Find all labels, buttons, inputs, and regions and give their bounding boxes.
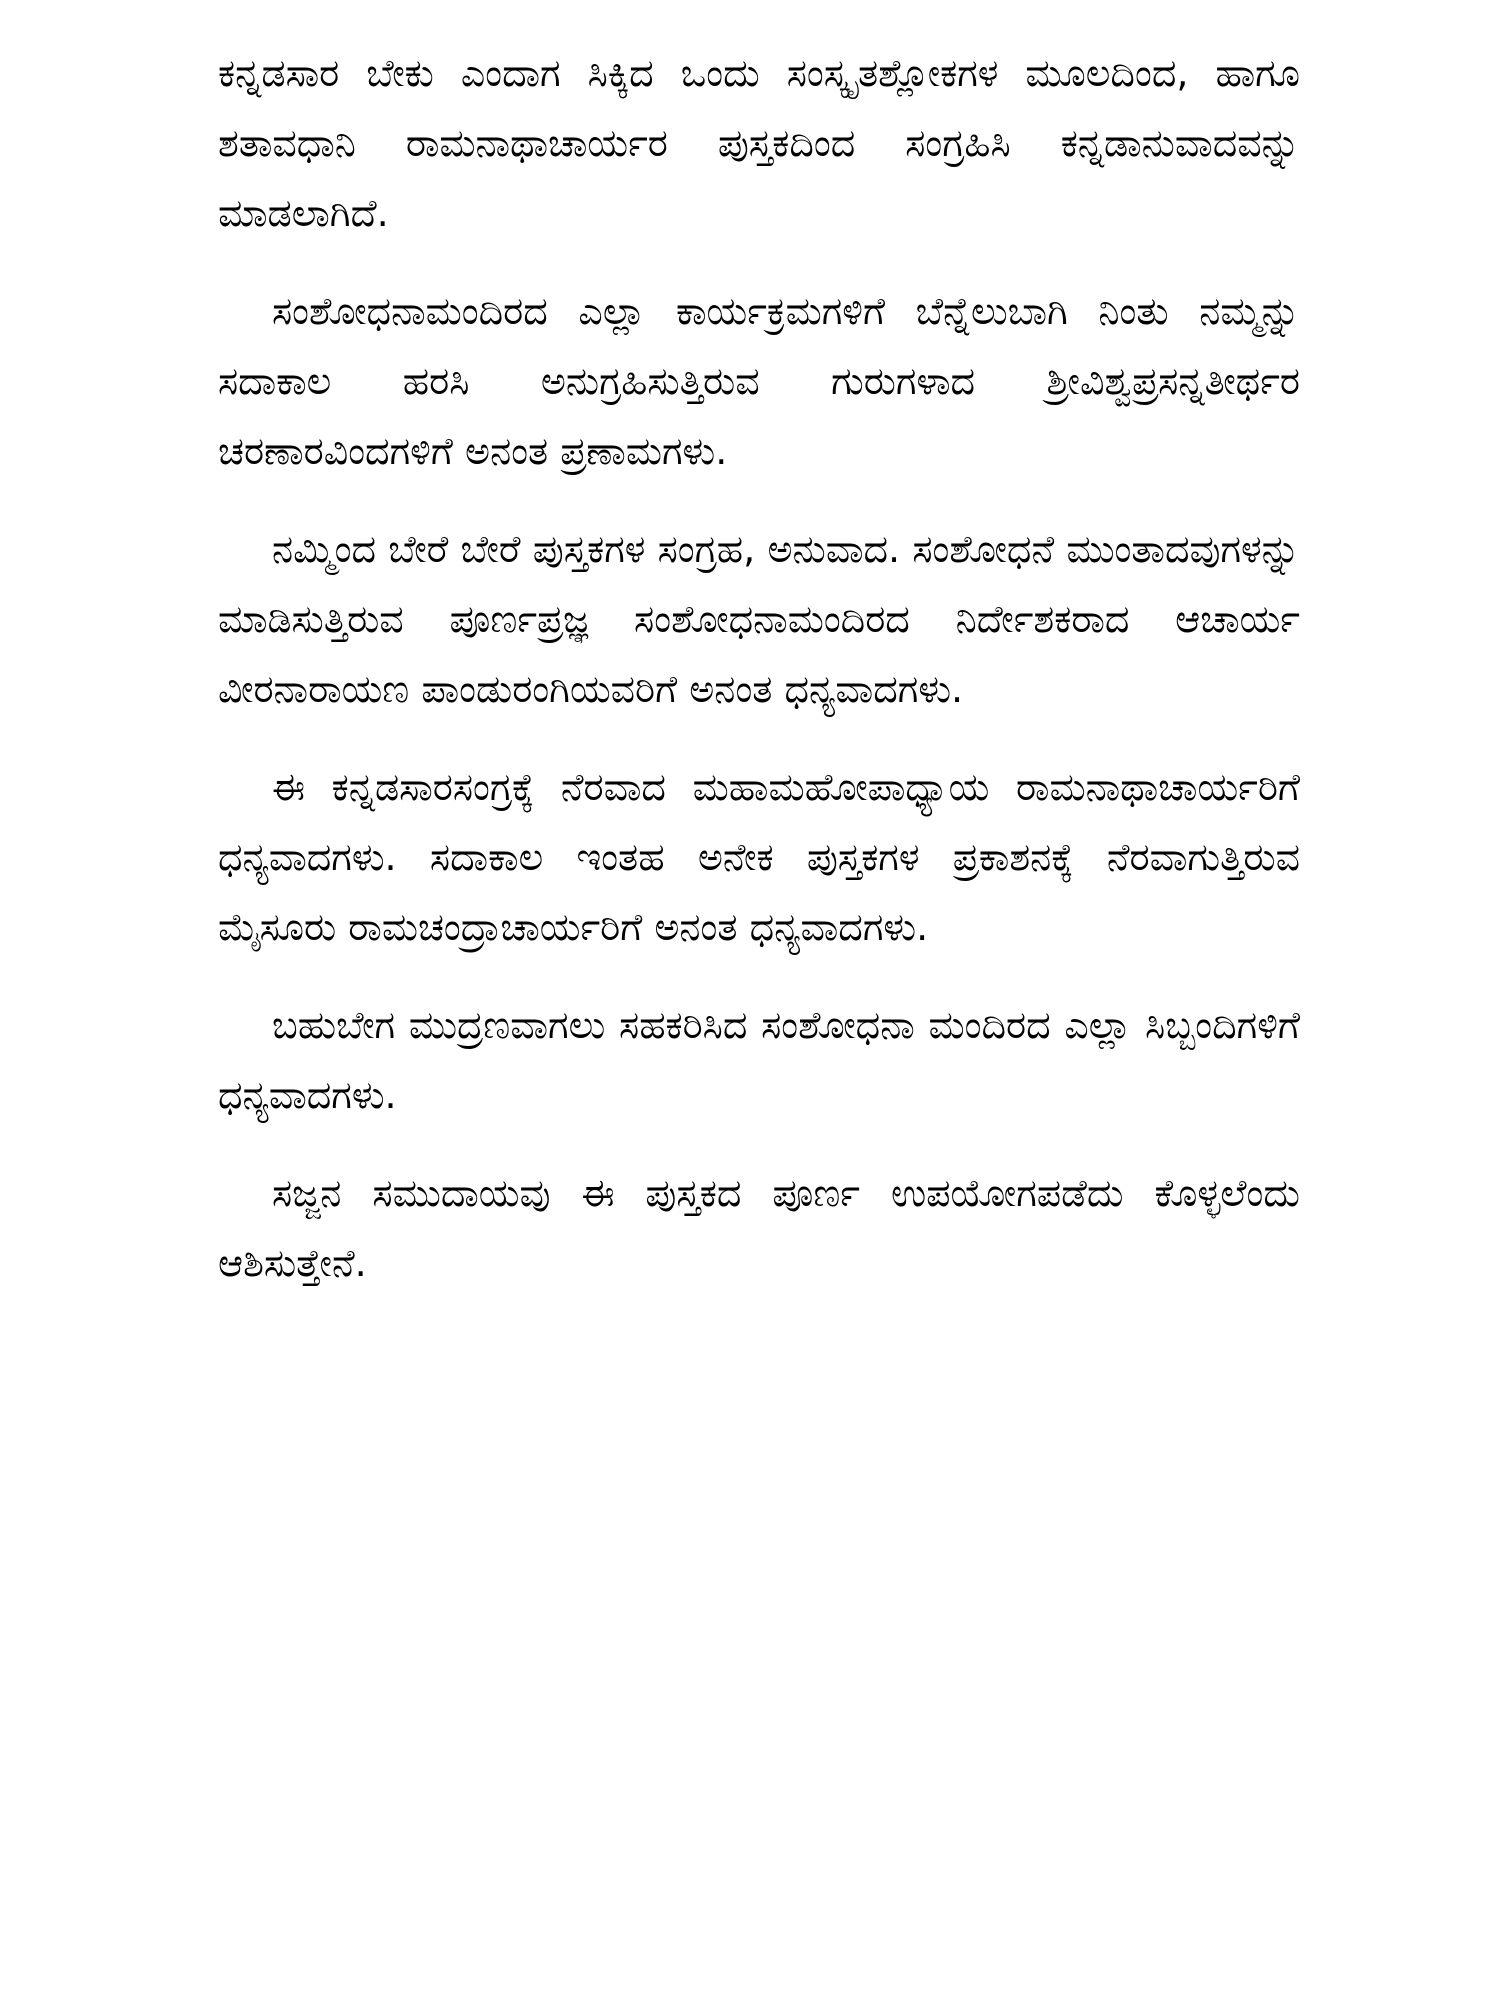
paragraph-director-thanks: ನಮ್ಮಿಂದ ಬೇರೆ ಬೇರೆ ಪುಸ್ತಕಗಳ ಸಂಗ್ರಹ, ಅನುವಾದ. ಸಂಶೋಧನೆ ಮುಂತಾದವುಗಳನ್ನು ಮಾಡಿಸುತ್ತಿರುವ ಪೂರ್ಣಪ್ರಜ್ಞ ಸಂಶೋಧನಾಮಂದಿರದ ನಿರ್ದೇಶಕರಾದ ಆಚಾರ್ಯ ವೀರನಾರಾಯಣ ಪಾಂಡುರಂಗಿಯವರಿಗೆ ಅನಂತ ಧನ್ಯವಾದಗಳು. bbox=[218, 527, 1300, 711]
paragraph-staff-thanks: ಬಹುಬೇಗ ಮುದ್ರಣವಾಗಲು ಸಹಕರಿಸಿದ ಸಂಶೋಧನಾ ಮಂದಿರದ ಎಲ್ಲಾ ಸಿಬ್ಬಂದಿಗಳಿಗೆ ಧನ್ಯವಾದಗಳು. bbox=[218, 1003, 1300, 1117]
paragraph-closing-wish: ಸಜ್ಜನ ಸಮುದಾಯವು ಈ ಪುಸ್ತಕದ ಪೂರ್ಣ ಉಪಯೋಗಪಡೆದು ಕೊಳ್ಳಲೆಂದು ಆಶಿಸುತ್ತೇನೆ. bbox=[218, 1171, 1300, 1285]
document-body bbox=[218, 38, 1300, 1326]
paragraph-acharya-thanks: ಈ ಕನ್ನಡಸಾರಸಂಗ್ರಕ್ಕೆ ನೆರವಾದ ಮಹಾಮಹೋಪಾಧ್ಯಾಯ ರಾಮನಾಥಾಚಾರ್ಯರಿಗೆ ಧನ್ಯವಾದಗಳು. ಸದಾಕಾಲ ಇಂತಹ ಅನೇಕ ಪುಸ್ತಕಗಳ ಪ್ರಕಾಶನಕ್ಕೆ ನೆರವಾಗುತ್ತಿರುವ ಮೈಸೂರು ರಾಮಚಂದ್ರಾಚಾರ್ಯರಿಗೆ ಅನಂತ ಧನ್ಯವಾದಗಳು. bbox=[218, 765, 1300, 949]
paragraph-guru-gratitude: ಸಂಶೋಧನಾಮಂದಿರದ ಎಲ್ಲಾ ಕಾರ್ಯಕ್ರಮಗಳಿಗೆ ಬೆನ್ನೆಲುಬಾಗಿ ನಿಂತು ನಮ್ಮನ್ನು ಸದಾಕಾಲ ಹರಸಿ ಅನುಗ್ರಹಿಸುತ್ತಿರುವ ಗುರುಗಳಾದ ಶ್ರೀವಿಶ್ವಪ್ರಸನ್ನತೀರ್ಥರ ಚರಣಾರವಿಂದಗಳಿಗೆ ಅನಂತ ಪ್ರಣಾಮಗಳು. bbox=[218, 289, 1300, 473]
paragraph-source-note: ಕನ್ನಡಸಾರ ಬೇಕು ಎಂದಾಗ ಸಿಕ್ಕಿದ ಒಂದು ಸಂಸ್ಕೃತಶ್ಲೋಕಗಳ ಮೂಲದಿಂದ, ಹಾಗೂ ಶತಾವಧಾನಿ ರಾಮನಾಥಾಚಾರ್ಯರ ಪುಸ್ತಕದಿಂದ ಸಂಗ್ರಹಿಸಿ ಕನ್ನಡಾನುವಾದವನ್ನು ಮಾಡಲಾಗಿದೆ. bbox=[218, 51, 1300, 235]
